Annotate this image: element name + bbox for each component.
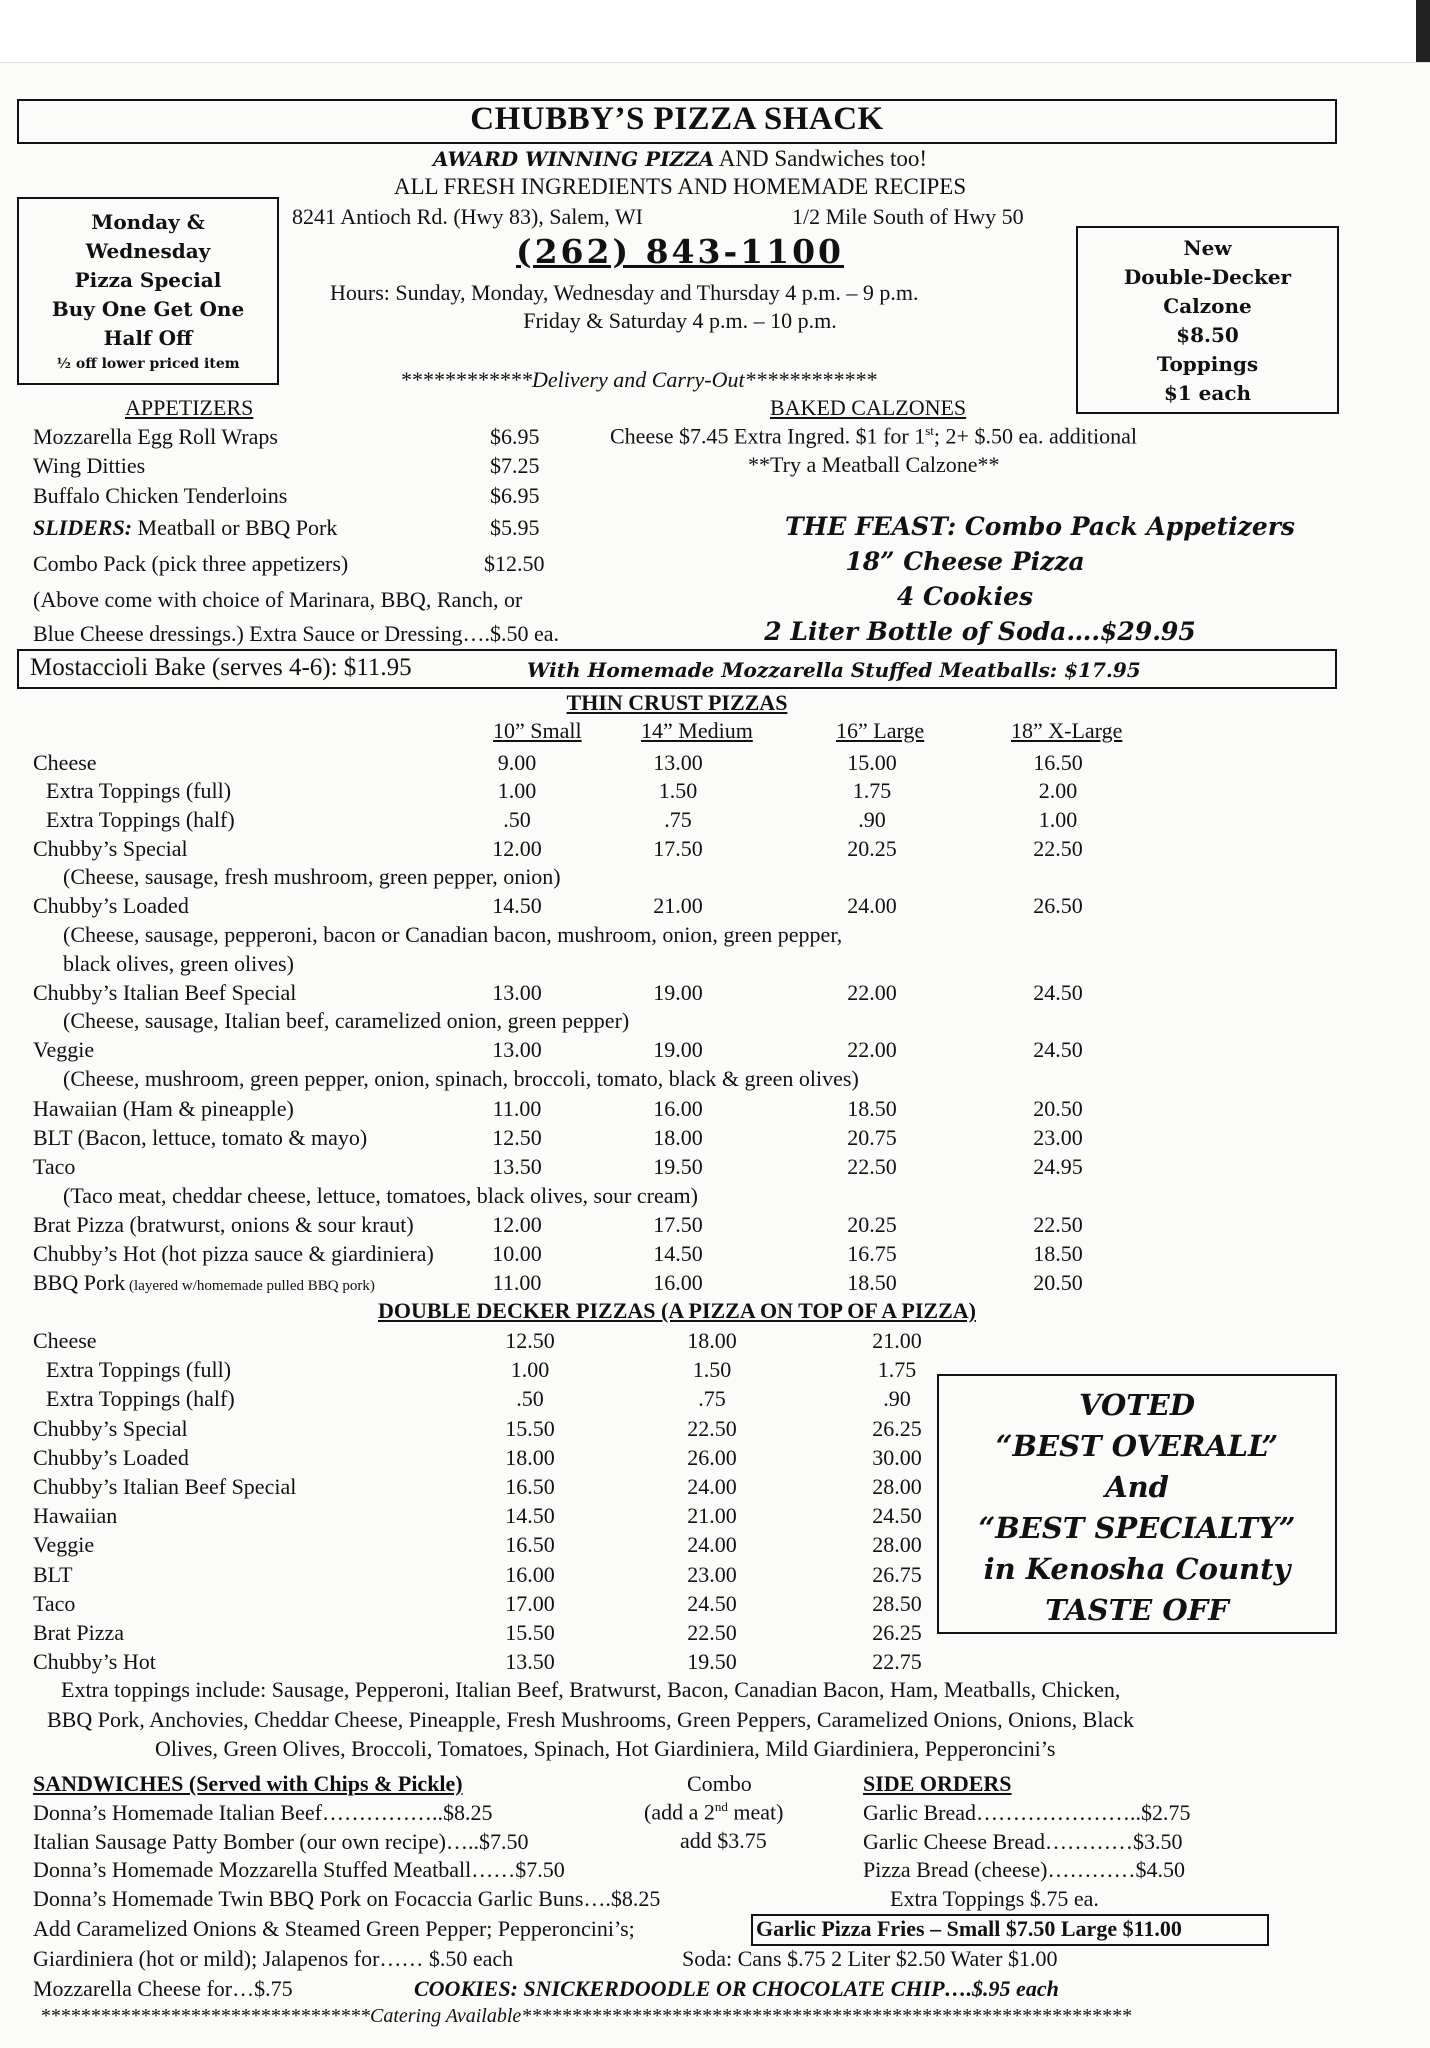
pizza-price: 12.00 <box>492 836 542 861</box>
pizza-price: 13.00 <box>492 1037 542 1062</box>
pizza-price: 11.00 <box>492 1270 542 1295</box>
double-decker-price: 28.00 <box>872 1532 922 1558</box>
double-decker-name: Cheese <box>33 1328 97 1353</box>
pizza-description: (Taco meat, cheddar cheese, lettuce, tomatoes, black olives, sour cream) <box>63 1183 698 1208</box>
appetizers-heading: APPETIZERS <box>125 395 254 420</box>
size-header: 18” X-Large <box>1011 718 1123 743</box>
catering-available: *********************************Catering Available************************************************************* <box>40 2005 1132 2027</box>
pizza-price: 19.00 <box>653 1037 703 1062</box>
voted-line: “BEST SPECIALTY” <box>978 1511 1296 1545</box>
pizza-name: Chubby’s Special <box>33 836 188 861</box>
double-decker-price: 26.25 <box>872 1620 922 1645</box>
double-decker-price: 21.00 <box>687 1503 737 1529</box>
double-decker-price: 22.75 <box>872 1649 922 1675</box>
pizza-description: black olives, green olives) <box>63 951 294 976</box>
size-header: 14” Medium <box>641 718 753 743</box>
double-decker-price: 16.50 <box>505 1532 555 1558</box>
double-decker-price: 23.00 <box>687 1561 737 1587</box>
appetizer-item: Mozzarella Egg Roll Wraps <box>33 424 278 449</box>
pizza-price: 22.50 <box>1033 1212 1083 1237</box>
sandwich-item: Italian Sausage Patty Bomber (our own recipe)…..$7.50 <box>33 1829 529 1854</box>
voted-line: in Kenosha County <box>983 1552 1291 1586</box>
pizza-price: .50 <box>503 807 531 832</box>
pizza-price: 9.00 <box>497 750 537 775</box>
voted-line: “BEST OVERALL” <box>995 1429 1279 1463</box>
pizza-name: BBQ Pork (layered w/homemade pulled BBQ pork) <box>33 1270 375 1295</box>
size-header: 10” Small <box>493 718 582 743</box>
appetizer-item: SLIDERS: Meatball or BBQ Pork <box>33 515 338 540</box>
double-decker-price: .75 <box>698 1386 726 1412</box>
thin-crust-heading: THIN CRUST PIZZAS <box>566 690 788 715</box>
pizza-price: .75 <box>664 807 692 832</box>
special-right-line: Calzone <box>1163 294 1252 318</box>
double-decker-price: 19.50 <box>687 1649 737 1675</box>
voted-line: And <box>1105 1470 1169 1504</box>
double-decker-price: 1.75 <box>877 1357 917 1383</box>
special-right-line: $1 each <box>1163 381 1252 405</box>
double-decker-price: 16.00 <box>505 1561 555 1587</box>
pizza-price: 22.50 <box>847 1154 897 1179</box>
double-decker-price: 24.50 <box>687 1590 737 1616</box>
hours-line-2: Friday & Saturday 4 p.m. – 10 p.m. <box>523 308 837 333</box>
pizza-price: 18.50 <box>1033 1241 1083 1266</box>
appetizer-price: $5.95 <box>490 515 540 540</box>
pizza-price: 19.00 <box>653 980 703 1005</box>
double-decker-price: 18.00 <box>505 1444 555 1470</box>
voted-line: VOTED <box>1078 1388 1196 1422</box>
pizza-name: Chubby’s Loaded <box>33 893 189 918</box>
pizza-description: (Cheese, mushroom, green pepper, onion, spinach, broccoli, tomato, black & green olives) <box>63 1066 859 1091</box>
pizza-name: Chubby’s Hot (hot pizza sauce & giardiniera) <box>33 1241 434 1266</box>
pizza-price: 16.75 <box>847 1241 897 1266</box>
double-decker-heading: DOUBLE DECKER PIZZAS (A PIZZA ON TOP OF A PIZZA) <box>378 1298 976 1323</box>
feast-line: 4 Cookies <box>896 582 1034 611</box>
phone-number[interactable]: (262) 843-1100 <box>515 232 845 271</box>
special-right-line: New <box>1183 236 1232 260</box>
side-item: Garlic Bread…………………..$2.75 <box>863 1800 1191 1825</box>
sandwich-addon: Add Caramelized Onions & Steamed Green Pepper; Pepperoncini’s; <box>33 1916 635 1941</box>
side-item: Extra Toppings $.75 ea. <box>890 1886 1099 1911</box>
sandwich-addon: Mozzarella Cheese for…$.75 <box>33 1976 293 2001</box>
pizza-price: 19.50 <box>653 1154 703 1179</box>
double-decker-price: 18.00 <box>687 1328 737 1353</box>
pizza-price: 12.00 <box>492 1212 542 1237</box>
double-decker-price: 26.25 <box>872 1415 922 1441</box>
pizza-price: 15.00 <box>847 750 897 775</box>
pizza-price: 2.00 <box>1038 778 1078 803</box>
pizza-price: 17.50 <box>653 836 703 861</box>
double-decker-name: Chubby’s Hot <box>33 1649 156 1675</box>
double-decker-price: 24.50 <box>872 1503 922 1529</box>
feast-line: THE FEAST: Combo Pack Appetizers <box>785 512 1295 541</box>
special-left-line: Buy One Get One <box>51 297 245 321</box>
pizza-name: Chubby’s Italian Beef Special <box>33 980 297 1005</box>
pizza-price: 1.50 <box>658 778 698 803</box>
double-decker-price: 22.50 <box>687 1415 737 1441</box>
voted-text <box>937 1385 1337 1631</box>
combo-label: Combo <box>687 1771 752 1796</box>
pizza-price: 22.00 <box>847 1037 897 1062</box>
pizza-name: Brat Pizza (bratwurst, onions & sour kraut) <box>33 1212 414 1237</box>
double-decker-price: 30.00 <box>872 1444 922 1470</box>
pizza-price: 18.00 <box>653 1125 703 1150</box>
pizza-name: Hawaiian (Ham & pineapple) <box>33 1096 294 1121</box>
drinks: Soda: Cans $.75 2 Liter $2.50 Water $1.00 <box>682 1946 1058 1971</box>
location-note: 1/2 Mile South of Hwy 50 <box>792 204 1024 229</box>
pizza-price: 20.50 <box>1033 1096 1083 1121</box>
double-decker-name: BLT <box>33 1561 73 1587</box>
calzones-heading: BAKED CALZONES <box>770 395 967 420</box>
pizza-price: 23.00 <box>1033 1125 1083 1150</box>
pizza-price: 10.00 <box>492 1241 542 1266</box>
pizza-price: 24.00 <box>847 893 897 918</box>
double-decker-price: .50 <box>516 1386 544 1412</box>
special-right-text <box>1076 234 1339 408</box>
pizza-description: (Cheese, sausage, Italian beef, caramelized onion, green pepper) <box>63 1008 630 1033</box>
double-decker-name: Chubby’s Loaded <box>33 1444 189 1470</box>
double-decker-price: 12.50 <box>505 1328 555 1353</box>
appetizer-item: Combo Pack (pick three appetizers) <box>33 551 349 576</box>
pizza-name: Cheese <box>33 750 97 775</box>
pizza-name: Veggie <box>33 1037 95 1062</box>
double-decker-price: 15.50 <box>505 1415 555 1441</box>
double-decker-name: Taco <box>33 1590 76 1616</box>
special-left-line: Half Off <box>103 326 193 350</box>
feast-line: 18” Cheese Pizza <box>845 547 1085 576</box>
pizza-price: 18.50 <box>847 1270 897 1295</box>
double-decker-name: Chubby’s Special <box>33 1415 188 1441</box>
appetizer-price: $6.95 <box>490 483 540 508</box>
appetizer-note: (Above come with choice of Marinara, BBQ, Ranch, or <box>33 587 523 612</box>
pizza-name: BLT (Bacon, lettuce, tomato & mayo) <box>33 1125 368 1150</box>
pizza-price: 16.00 <box>653 1096 703 1121</box>
pizza-price: 22.00 <box>847 980 897 1005</box>
pizza-description: (Cheese, sausage, pepperoni, bacon or Canadian bacon, mushroom, onion, green pepper, <box>63 922 843 947</box>
pizza-name: Taco <box>33 1154 76 1179</box>
pizza-price: 24.95 <box>1033 1154 1083 1179</box>
double-decker-price: 14.50 <box>505 1503 555 1529</box>
pizza-price: 1.00 <box>497 778 537 803</box>
scan-top-edge <box>0 0 1430 63</box>
pizza-price: 12.50 <box>492 1125 542 1150</box>
pizza-price: 16.50 <box>1033 750 1083 775</box>
side-item: Pizza Bread (cheese)…………$4.50 <box>863 1857 1185 1882</box>
pizza-price: 17.50 <box>653 1212 703 1237</box>
fresh-ingredients: ALL FRESH INGREDIENTS AND HOMEMADE RECIPES <box>393 174 967 199</box>
calzone-try: **Try a Meatball Calzone** <box>748 452 1000 477</box>
pizza-price: 21.00 <box>653 893 703 918</box>
delivery-carryout: ************Delivery and Carry-Out************ <box>400 367 877 392</box>
scan-corner <box>1416 0 1430 62</box>
voted-line: TASTE OFF <box>1045 1593 1229 1627</box>
double-decker-name: Veggie <box>33 1532 95 1558</box>
appetizer-note: Blue Cheese dressings.) Extra Sauce or Dressing….$.50 ea. <box>33 621 560 646</box>
tagline-rest: AND Sandwiches too! <box>714 146 928 171</box>
pizza-price: 1.75 <box>852 778 892 803</box>
cookies: COOKIES: SNICKERDOODLE OR CHOCOLATE CHIP….$.95 each <box>414 1976 1059 2001</box>
double-decker-price: .90 <box>883 1386 911 1412</box>
double-decker-name: Hawaiian <box>33 1503 118 1529</box>
double-decker-price: 15.50 <box>505 1620 555 1645</box>
double-decker-name: Chubby’s Italian Beef Special <box>33 1474 297 1499</box>
double-decker-price: 1.50 <box>692 1357 732 1383</box>
calzone-cheese: Cheese $7.45 Extra Ingred. $1 for 1st; 2+ $.50 ea. additional <box>610 423 1137 449</box>
appetizer-price: $6.95 <box>490 424 540 449</box>
pizza-price: 13.00 <box>492 980 542 1005</box>
pizza-price: 26.50 <box>1033 893 1083 918</box>
pizza-name: Extra Toppings (half) <box>46 807 235 832</box>
combo-second-meat: (add a 2nd meat) <box>644 1799 784 1825</box>
appetizer-price: $12.50 <box>484 551 545 576</box>
pizza-price: 20.25 <box>847 1212 897 1237</box>
pizza-price: .90 <box>858 807 886 832</box>
sandwich-item: Donna’s Homemade Italian Beef……………..$8.25 <box>33 1800 493 1825</box>
address: 8241 Antioch Rd. (Hwy 83), Salem, WI <box>292 204 643 229</box>
double-decker-price: 24.00 <box>687 1532 737 1558</box>
side-orders-heading: SIDE ORDERS <box>863 1771 1012 1796</box>
special-right-line: Double-Decker <box>1123 265 1292 289</box>
double-decker-price: 17.00 <box>505 1590 555 1616</box>
double-decker-name: Extra Toppings (half) <box>46 1386 235 1412</box>
sandwich-addon: Giardiniera (hot or mild); Jalapenos for…… $.50 each <box>33 1946 514 1971</box>
toppings-line: Olives, Green Olives, Broccoli, Tomatoes, Spinach, Hot Giardiniera, Mild Giardiniera, Pepperoncini’s <box>155 1736 1056 1761</box>
pizza-price: 11.00 <box>492 1096 542 1121</box>
sandwich-item: Donna’s Homemade Mozzarella Stuffed Meatball……$7.50 <box>33 1857 565 1882</box>
pizza-price: 20.50 <box>1033 1270 1083 1295</box>
double-decker-price: 21.00 <box>872 1328 922 1353</box>
garlic-pizza-fries: Garlic Pizza Fries – Small $7.50 Large $11.00 <box>756 1916 1182 1941</box>
tagline-award: AWARD WINNING PIZZA <box>432 147 715 171</box>
pizza-price: 24.50 <box>1033 1037 1083 1062</box>
combo-price: add $3.75 <box>680 1828 767 1853</box>
mostaccioli-label: Mostaccioli Bake (serves 4-6): $11.95 <box>30 654 412 681</box>
feast-text <box>700 509 1380 649</box>
pizza-price: 1.00 <box>1038 807 1078 832</box>
double-decker-price: 1.00 <box>510 1357 550 1383</box>
special-left-text <box>17 208 279 375</box>
toppings-line: BBQ Pork, Anchovies, Cheddar Cheese, Pineapple, Fresh Mushrooms, Green Peppers, Caramelized Onions, Onions, Black <box>47 1707 1134 1732</box>
pizza-price: 22.50 <box>1033 836 1083 861</box>
double-decker-price: 24.00 <box>687 1474 737 1499</box>
special-left-note: ½ off lower priced item <box>56 356 240 372</box>
special-left-line: Wednesday <box>85 239 211 263</box>
pizza-name: Extra Toppings (full) <box>46 778 232 803</box>
pizza-price: 16.00 <box>653 1270 703 1295</box>
pizza-price: 20.75 <box>847 1125 897 1150</box>
special-right-line: Toppings <box>1156 352 1259 376</box>
appetizer-item: Buffalo Chicken Tenderloins <box>33 483 288 508</box>
hours-line-1: Hours: Sunday, Monday, Wednesday and Thursday 4 p.m. – 9 p.m. <box>330 280 919 305</box>
special-left-line: Monday & <box>91 210 205 234</box>
side-item: Garlic Cheese Bread…………$3.50 <box>863 1829 1183 1854</box>
size-header: 16” Large <box>836 718 925 743</box>
pizza-price: 13.00 <box>653 750 703 775</box>
pizza-price: 24.50 <box>1033 980 1083 1005</box>
special-right-line: $8.50 <box>1176 323 1239 347</box>
special-left-line: Pizza Special <box>74 268 222 292</box>
double-decker-name: Brat Pizza <box>33 1620 125 1645</box>
pizza-price: 13.50 <box>492 1154 542 1179</box>
pizza-price: 14.50 <box>653 1241 703 1266</box>
appetizer-item: Wing Ditties <box>33 453 146 478</box>
double-decker-price: 22.50 <box>687 1620 737 1645</box>
pizza-price: 18.50 <box>847 1096 897 1121</box>
toppings-line: Extra toppings include: Sausage, Pepperoni, Italian Beef, Bratwurst, Bacon, Canadian Bacon, Ham, Meatballs, Chicken, <box>61 1677 1121 1702</box>
feast-line: 2 Liter Bottle of Soda….$29.95 <box>764 617 1196 646</box>
double-decker-price: 28.50 <box>872 1590 922 1616</box>
sandwich-item: Donna’s Homemade Twin BBQ Pork on Focaccia Garlic Buns….$8.25 <box>33 1886 661 1911</box>
sandwiches-heading: SANDWICHES (Served with Chips & Pickle) <box>33 1771 463 1796</box>
double-decker-price: 16.50 <box>505 1474 555 1499</box>
pizza-price: 20.25 <box>847 836 897 861</box>
double-decker-price: 13.50 <box>505 1649 555 1675</box>
double-decker-price: 26.00 <box>687 1444 737 1470</box>
pizza-price: 14.50 <box>492 893 542 918</box>
tagline <box>290 146 1070 172</box>
appetizer-price: $7.25 <box>490 453 540 478</box>
double-decker-name: Extra Toppings (full) <box>46 1357 232 1383</box>
double-decker-price: 28.00 <box>872 1474 922 1499</box>
page-title: CHUBBY’S PIZZA SHACK <box>470 101 884 137</box>
double-decker-price: 26.75 <box>872 1561 922 1587</box>
mostaccioli-meatballs: With Homemade Mozzarella Stuffed Meatballs: $17.95 <box>527 658 1141 682</box>
pizza-description: (Cheese, sausage, fresh mushroom, green pepper, onion) <box>63 864 561 889</box>
